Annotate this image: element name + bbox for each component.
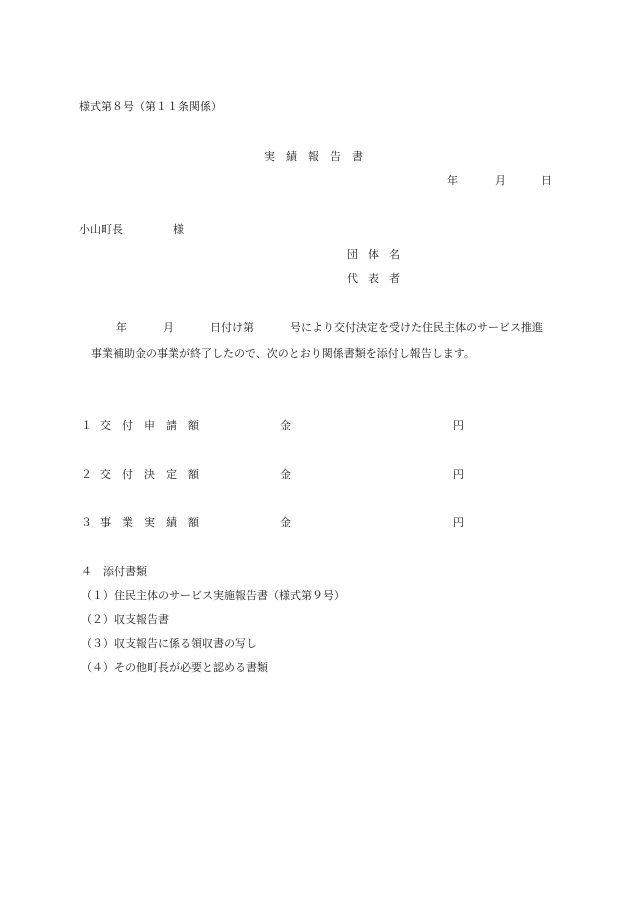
body-year-label: 年 [116, 321, 127, 334]
item-number: １ [81, 419, 92, 432]
date-year-label: 年 [447, 174, 458, 187]
sender-organization-label: 団体名 [347, 248, 410, 261]
body-text-line1: 号により交付決定を受けた住民主体のサービス推進 [290, 321, 543, 334]
item-label: 交付申請額 [100, 419, 210, 432]
item-number: ２ [81, 468, 92, 481]
addressee-name: 小山町長 [79, 223, 123, 236]
body-text-line2: 事業補助金の事業が終了したので、次のとおり関係書類を添付し報告します。 [91, 347, 475, 360]
item-yen-label: 円 [453, 468, 464, 481]
attachment-item: （３）収支報告に係る領収書の写し [81, 637, 257, 650]
item-number: ３ [81, 516, 92, 529]
date-month-label: 月 [495, 174, 506, 187]
item-label: 交付決定額 [100, 468, 210, 481]
attachment-item: （２）収支報告書 [81, 613, 169, 626]
attachment-item: （１）住民主体のサービス実施報告書（様式第９号） [81, 589, 345, 602]
item-gold-label: 金 [280, 516, 291, 529]
item-label: 事業実績額 [100, 516, 210, 529]
addressee-honorific: 様 [173, 223, 184, 236]
sender-representative-label: 代表者 [347, 272, 410, 285]
attachments-heading: ４ 添付書類 [81, 565, 147, 578]
body-month-label: 月 [163, 321, 174, 334]
item-yen-label: 円 [453, 419, 464, 432]
item-yen-label: 円 [453, 516, 464, 529]
body-dated-number: 日付け第 [210, 321, 254, 334]
form-number: 様式第８号（第１１条関係） [79, 100, 222, 113]
item-gold-label: 金 [280, 468, 291, 481]
attachment-item: （４）その他町長が必要と認める書類 [81, 661, 268, 674]
document-title: 実績報告書 [264, 150, 374, 163]
item-gold-label: 金 [280, 419, 291, 432]
date-day-label: 日 [541, 174, 552, 187]
